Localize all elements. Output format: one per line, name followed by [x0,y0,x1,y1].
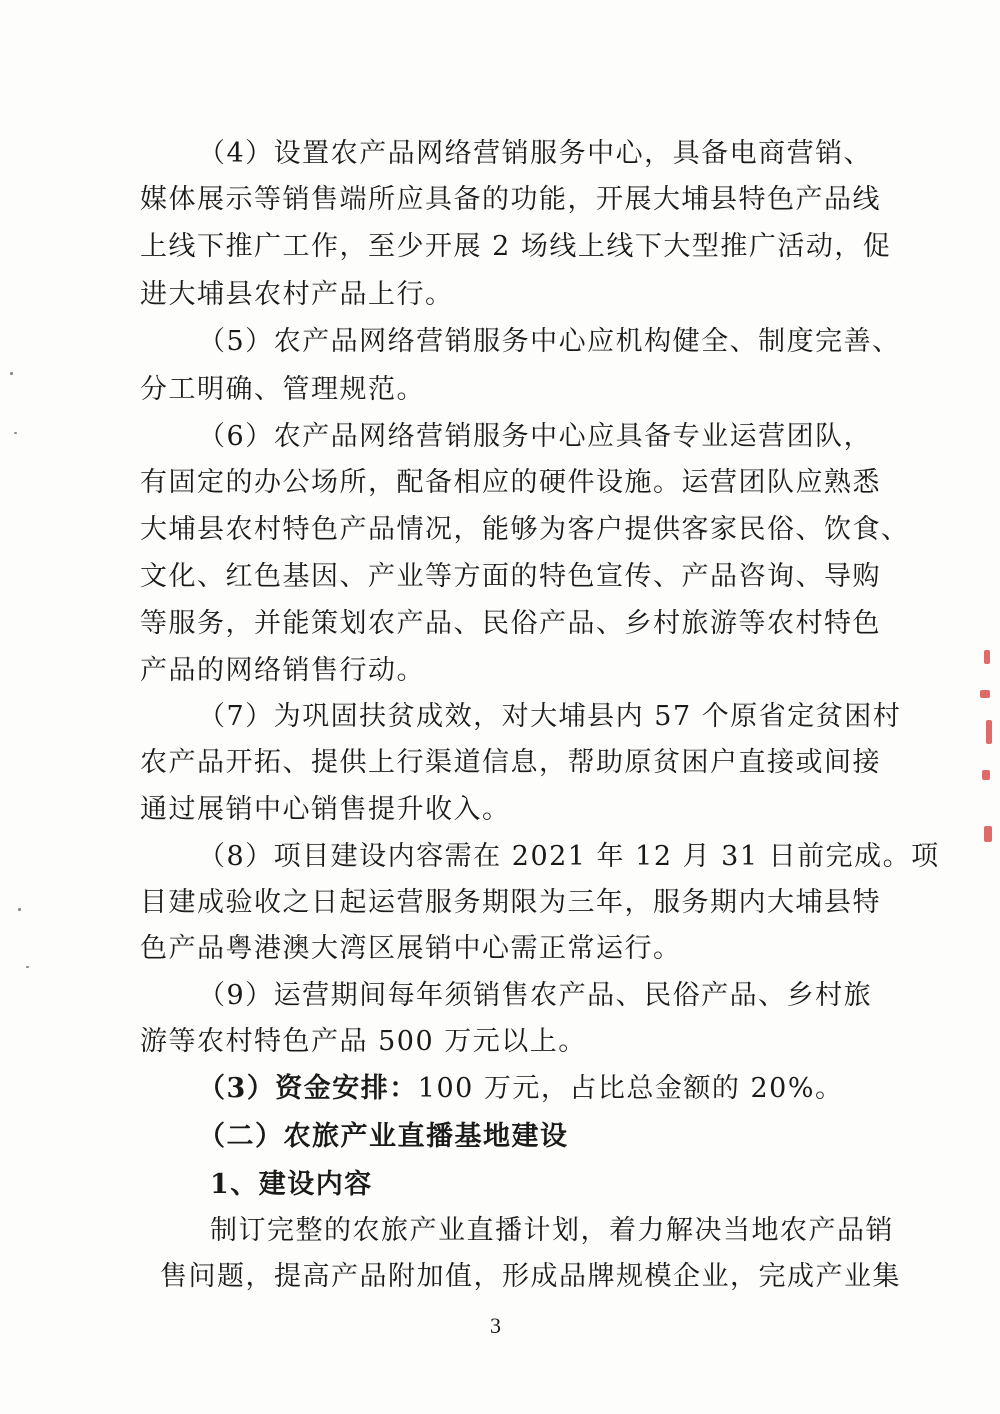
scan-speck [18,908,21,911]
item-9-line-2: 游等农村特色产品 500 万元以上。 [140,1026,587,1057]
closing-line-1: 制订完整的农旅产业直播计划，着力解决当地农产品销 [210,1215,894,1246]
seal-fragment-icon [980,690,990,698]
item-7-line-2: 农产品开拓、提供上行渠道信息，帮助原贫困户直接或间接 [140,747,881,778]
item-6-line-4: 文化、红色基因、产业等方面的特色宣传、产品咨询、导购 [140,561,881,592]
item-6-line-1: （6）农产品网络营销服务中心应具备专业运营团队， [198,421,873,452]
subsection-heading: 1、建设内容 [210,1169,373,1200]
seal-fragment-icon [984,826,992,842]
item-5-line-1: （5）农产品网络营销服务中心应机构健全、制度完善、 [198,326,901,357]
item-4-line-1: （4）设置农产品网络营销服务中心，具备电商营销、 [198,138,873,169]
item-5-line-2: 分工明确、管理规范。 [140,374,425,405]
funding-text: 100 万元，占比总金额的 20%。 [417,1073,844,1104]
scan-speck [14,432,17,434]
seal-fragment-icon [984,650,990,664]
item-8-line-3: 色产品粤港澳大湾区展销中心需正常运行。 [140,933,682,964]
section-heading: （二）农旅产业直播基地建设 [198,1121,569,1152]
scan-speck [26,966,29,968]
item-8-line-2: 目建成验收之日起运营服务期限为三年，服务期内大埔县特 [140,887,881,918]
item-8-line-1: （8）项目建设内容需在 2021 年 12 月 31 日前完成。项 [198,841,940,872]
seal-fragment-icon [982,770,990,780]
item-7-line-1: （7）为巩固扶贫成效，对大埔县内 57 个原省定贫困村 [198,701,902,732]
item-4-line-4: 进大埔县农村产品上行。 [140,279,454,310]
closing-line-2: 售问题，提高产品附加值，形成品牌规模企业，完成产业集 [160,1261,901,1292]
funding-line [198,1072,844,1106]
seal-fragment-icon [986,720,992,744]
item-4-line-2: 媒体展示等销售端所应具备的功能，开展大埔县特色产品线 [140,184,881,215]
funding-label: （3）资金安排： [198,1073,418,1104]
item-6-line-2: 有固定的办公场所，配备相应的硬件设施。运营团队应熟悉 [140,467,881,498]
item-4-line-3: 上线下推广工作，至少开展 2 场线上线下大型推广活动，促 [140,231,892,262]
item-6-line-3: 大埔县农村特色产品情况，能够为客户提供客家民俗、饮食、 [140,514,910,545]
item-6-line-6: 产品的网络销售行动。 [140,655,425,686]
scan-speck [10,372,13,375]
page-number: 3 [490,1313,501,1338]
item-7-line-3: 通过展销中心销售提升收入。 [140,794,511,825]
item-9-line-1: （9）运营期间每年须销售农产品、民俗产品、乡村旅 [198,980,873,1011]
item-6-line-5: 等服务，并能策划农产品、民俗产品、乡村旅游等农村特色 [140,608,881,639]
